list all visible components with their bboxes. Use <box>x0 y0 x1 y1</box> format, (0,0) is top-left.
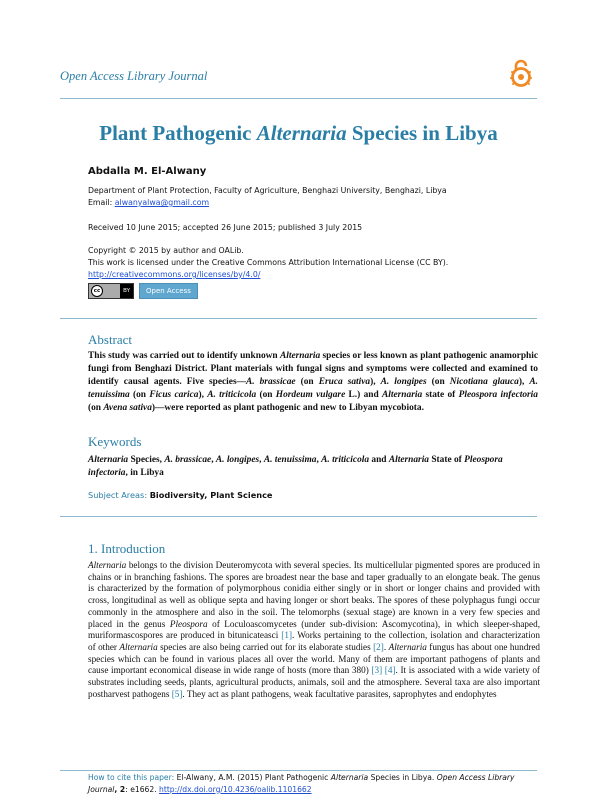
text-run: of Loculoascomycetes (under sub-division: Ascomycotina), in which sleeper-shaped, muriformascospores are produced in bitunicateasci <box>88 618 540 641</box>
text-run: , <box>259 455 264 465</box>
text-run: (on <box>426 377 450 387</box>
open-access-lock-icon <box>508 58 534 88</box>
text-run: species are also being carried out for its elaborate studies <box>157 641 374 652</box>
text-run: Alternaria <box>280 351 321 361</box>
text-run: A. longipes <box>215 455 260 465</box>
text-run: . <box>383 641 389 652</box>
subject-areas-label: Subject Areas: <box>88 490 150 500</box>
text-run: . They act as plant pathogens, weak facultative parasites, saprophytes and endophytes <box>182 688 497 699</box>
text-run: A. tenuissima <box>263 455 317 465</box>
text-run: Pleospora <box>169 618 208 629</box>
text-run: Avena sativa <box>103 403 152 413</box>
text-run: A. triticicola <box>207 390 257 400</box>
text-run: (on <box>256 390 276 400</box>
text-run: species or less known as plant pathogenic anamorphic fungi from Benghazi District. Plant materials with fungal signs and symptoms were collected and examined to identify causal agents. Five species— <box>88 351 539 387</box>
text-run: Alternaria <box>119 641 158 652</box>
introduction-body <box>88 560 540 700</box>
text-run: . It is associated with a wide variety of substrates including seeds, plants, agricultural products, animals, soil and the atmosphere. Several taxa are also important postharvest pathogens <box>88 665 540 699</box>
text-run: Alternaria <box>388 641 427 652</box>
text-run: Alternaria <box>388 455 429 465</box>
text-run: , in Libya <box>125 468 164 478</box>
by-label: BY <box>120 284 133 298</box>
citation-footer: How to cite this paper: El-Alwany, A.M. (2015) Plant Pathogenic Alternaria Species in Libya. Open Access Library Journal, 2: e1662. http://dx.doi.org/10.4236/oalib.1101662 <box>88 773 515 794</box>
license-url <box>88 269 260 281</box>
publication-dates: Received 10 June 2015; accepted 26 June 2015; published 3 July 2015 <box>88 223 363 232</box>
citation-label: How to cite this paper: <box>88 773 177 782</box>
cc-icon: cc <box>91 285 103 297</box>
text-run: State of <box>429 455 465 465</box>
text-run: state of <box>422 390 459 400</box>
text-run: Alternaria <box>88 560 127 570</box>
abstract-body <box>88 350 538 415</box>
subject-areas <box>88 490 272 500</box>
license-badges <box>88 283 198 297</box>
abstract-heading: Abstract <box>88 332 133 347</box>
text-run: A. brassicae <box>245 377 296 387</box>
text-run: Eruca sativa <box>318 377 371 387</box>
keywords-heading: Keywords <box>88 434 142 449</box>
text-run: Species, <box>128 455 165 465</box>
text-run: ), <box>518 377 530 387</box>
citation-ref[interactable]: [2] <box>373 641 384 652</box>
footer-divider <box>60 770 537 771</box>
text-run: L.) and <box>345 390 383 400</box>
text-run: Ficus carica <box>149 390 199 400</box>
text-run: belongs to the division Deuteromycota with several species. Its multicellular pigmented spores are produced in chains or in branching fashions. The spores are broadest near the base and taper gradually to an elongate beak. The genus is characterized by the formation of polymorphous conidia either singly or in short or longer chains and provided with cross, longitudinal as well as oblique septa and having longer or short beaks. The spores of these polyphagus fungi occur commonly in the atmosphere and also in the soil. The telomorphs (sexual stage) are known in a very few species and placed in the genus <box>88 560 540 629</box>
affiliation: Department of Plant Protection, Faculty of Agriculture, Benghazi University, Benghazi, Libya <box>88 186 447 195</box>
journal-name: Open Access Library Journal <box>60 69 208 83</box>
open-access-badge[interactable]: Open Access <box>139 283 198 299</box>
text-run: (on <box>88 403 104 413</box>
text-run: and <box>369 455 389 465</box>
copyright-notice: Copyright © 2015 by author and OALib. <box>88 246 244 255</box>
text-run: A. triticicola <box>321 455 370 465</box>
subject-areas-value: Biodiversity, Plant Science <box>149 490 273 500</box>
text-run: Pleospora infectoria <box>458 390 538 400</box>
text-run: , <box>316 455 322 465</box>
license-link[interactable]: http://creativecommons.org/licenses/by/4.0/ <box>88 270 261 279</box>
text-run: A. longipes <box>380 377 427 387</box>
text-run: Alternaria <box>88 455 129 465</box>
introduction-heading: 1. Introduction <box>88 541 166 556</box>
text-run: Pleospora infectoria <box>88 455 503 478</box>
citation-ref[interactable]: [1] <box>281 630 293 641</box>
text-run: A. brassicae <box>164 455 212 465</box>
license-notice: This work is licensed under the Creative Commons Attribution International License (CC BY). <box>88 258 449 267</box>
text-run: Alternaria <box>382 390 423 400</box>
text-run: . Works pertaining to the collection, isolation and characterization of other <box>88 630 540 652</box>
citation-ref[interactable]: [3] [4] <box>371 665 396 676</box>
text-run: A. tenuissima <box>88 377 539 400</box>
doi-link[interactable]: http://dx.doi.org/10.4236/oalib.1101662 <box>159 784 312 794</box>
section-divider <box>60 318 537 319</box>
email-link[interactable]: alwanyalwa@gmail.com <box>114 198 210 207</box>
text-run: Hordeum vulgare <box>275 390 346 400</box>
text-run: ), <box>198 390 208 400</box>
text-run: This study was carried out to identify unknown <box>88 351 281 361</box>
author-name: Abdalla M. El-Alwany <box>88 166 207 177</box>
header-divider <box>60 98 537 99</box>
text-run: Nicotiana glauca <box>449 377 519 387</box>
text-run: (on <box>295 377 319 387</box>
keywords-body <box>88 454 538 480</box>
author-email: Email: alwanyalwa@gmail.com <box>88 198 210 207</box>
text-run: (on <box>129 390 150 400</box>
section-divider <box>60 516 537 517</box>
text-run: ), <box>370 377 381 387</box>
text-run: , <box>211 455 216 465</box>
citation-ref[interactable]: [5] <box>171 688 183 699</box>
paper-title: Plant Pathogenic Alternaria Species in Libya <box>99 121 498 145</box>
text-run: )—were reported as plant pathogenic and new to Libyan mycobiota. <box>151 403 424 413</box>
text-run: fungus has about one hundred species which can be found in various places all over the world. Many of them are important pathogens of plants and cause important economical disease in wide range of hosts (more than 380) <box>88 641 541 676</box>
cc-by-badge[interactable] <box>88 283 134 299</box>
